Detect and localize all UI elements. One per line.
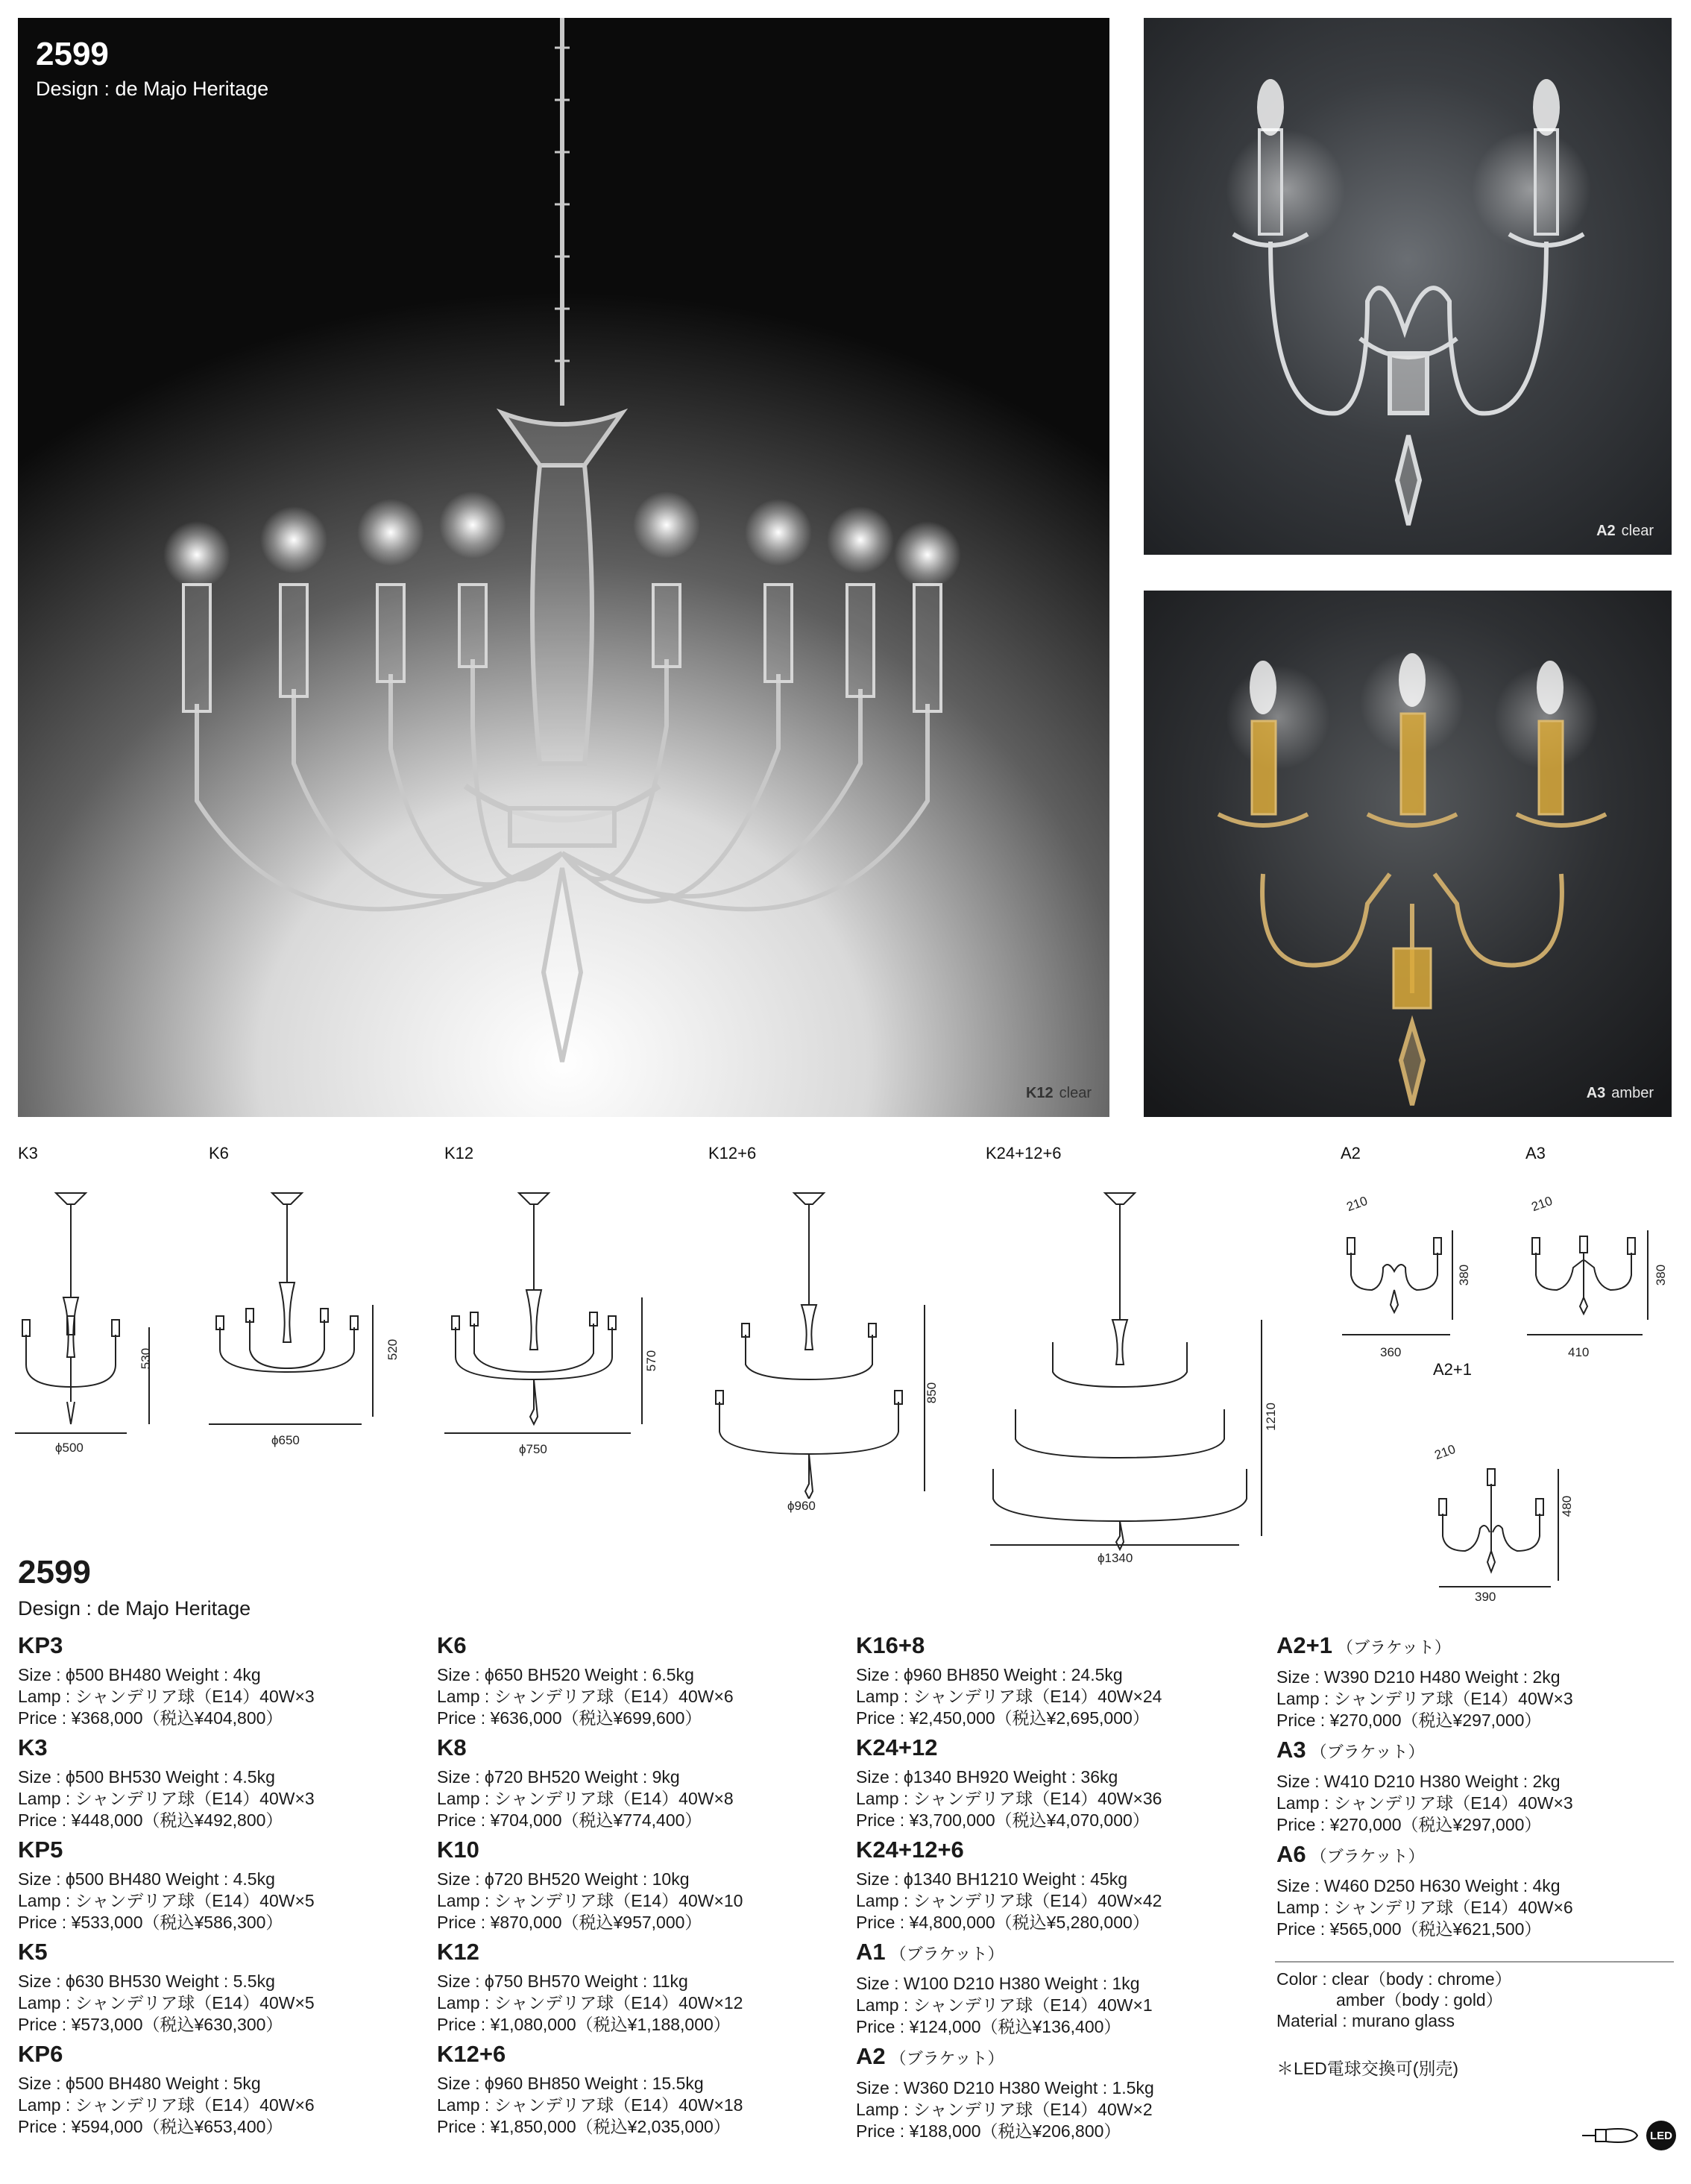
a2-1-width-dim: 390 xyxy=(1475,1590,1496,1604)
spec-size-line: Size : W410 D210 H380 Weight : 2kg xyxy=(1276,1772,1561,1791)
a3-photo-caption xyxy=(1587,1085,1654,1102)
bracket-a3-illustration xyxy=(1144,591,1672,1117)
a3-depth-dim: 210 xyxy=(1529,1193,1555,1215)
spec-column-4 xyxy=(1276,1631,1679,1945)
spec-item xyxy=(856,1734,1259,1831)
spec-item xyxy=(856,1836,1259,1933)
spec-item-heading xyxy=(18,2040,421,2068)
model-name: KP3 xyxy=(18,1632,63,1658)
diagram-label-k12-6: K12+6 xyxy=(708,1144,757,1162)
spec-price-line: Price : ¥3,700,000（税込¥4,070,000） xyxy=(856,1810,1150,1830)
spec-column-2 xyxy=(437,1631,840,2142)
diagram-label-k24-12-6: K24+12+6 xyxy=(986,1144,1062,1162)
spec-lamp-line: Lamp : シャンデリア球（E14）40W×6 xyxy=(18,2095,315,2115)
spec-lamp-line: Lamp : シャンデリア球（E14）40W×6 xyxy=(1276,1898,1573,1917)
k3-line-drawing xyxy=(15,1186,157,1439)
model-name: K8 xyxy=(437,1734,467,1760)
a2-line-drawing xyxy=(1342,1215,1461,1342)
spec-size-line: Size : ϕ500 BH530 Weight : 4.5kg xyxy=(18,1767,275,1787)
model-name: K3 xyxy=(18,1734,48,1760)
a3-height-dim: 380 xyxy=(1654,1264,1669,1286)
k6-line-drawing xyxy=(209,1186,388,1432)
caption-finish: clear xyxy=(1621,523,1654,539)
spec-item-heading xyxy=(437,1631,840,1660)
k12-width-dim: ϕ750 xyxy=(519,1442,547,1456)
spec-item-heading xyxy=(856,1836,1259,1864)
spec-size-line: Size : ϕ750 BH570 Weight : 11kg xyxy=(437,1971,688,1991)
a2-1-depth-dim: 210 xyxy=(1432,1441,1458,1463)
model-type: （ブラケット） xyxy=(889,1945,1004,1963)
spec-price-line: Price : ¥1,080,000（税込¥1,188,000） xyxy=(437,2015,731,2034)
spec-lamp-line: Lamp : シャンデリア球（E14）40W×2 xyxy=(856,2100,1153,2119)
caption-model: A2 xyxy=(1596,523,1616,539)
model-name: A1 xyxy=(856,1939,886,1965)
spec-lamp-line: Lamp : シャンデリア球（E14）40W×3 xyxy=(1276,1793,1573,1813)
k3-height-dim: 530 xyxy=(139,1347,154,1370)
spec-item-heading xyxy=(856,1938,1259,1969)
k12-6-line-drawing xyxy=(708,1186,932,1499)
notes-divider xyxy=(1275,1961,1674,1963)
k24-12-6-line-drawing xyxy=(986,1186,1284,1551)
model-name: K24+12+6 xyxy=(856,1837,964,1863)
a3-width-dim: 410 xyxy=(1568,1345,1590,1359)
spec-price-line: Price : ¥870,000（税込¥957,000） xyxy=(437,1913,702,1932)
model-name: K16+8 xyxy=(856,1632,925,1658)
spec-column-3 xyxy=(856,1631,1259,2147)
main-chandelier-photo xyxy=(18,18,1109,1117)
spec-size-line: Size : ϕ630 BH530 Weight : 5.5kg xyxy=(18,1971,275,1991)
spec-item-heading xyxy=(18,1631,421,1660)
spec-item-heading xyxy=(1276,1736,1679,1766)
diagram-label-k12: K12 xyxy=(444,1144,474,1162)
photo-design-credit: Design : de Majo Heritage xyxy=(36,78,269,100)
diagram-label-a2-1: A2+1 xyxy=(1433,1360,1472,1379)
spec-item xyxy=(18,1631,421,1729)
spec-price-line: Price : ¥4,800,000（税込¥5,280,000） xyxy=(856,1913,1150,1932)
chandelier-k12-illustration xyxy=(18,18,1109,1117)
spec-item-heading xyxy=(437,1734,840,1762)
spec-size-line: Size : ϕ720 BH520 Weight : 9kg xyxy=(437,1767,680,1787)
spec-size-line: Size : ϕ960 BH850 Weight : 15.5kg xyxy=(437,2074,704,2093)
spec-size-line: Size : ϕ960 BH850 Weight : 24.5kg xyxy=(856,1665,1123,1684)
spec-item xyxy=(437,2040,840,2138)
model-name: A6 xyxy=(1276,1841,1306,1867)
spec-item-heading xyxy=(437,1836,840,1864)
a2-depth-dim: 210 xyxy=(1344,1193,1370,1215)
spec-lamp-line: Lamp : シャンデリア球（E14）40W×1 xyxy=(856,1995,1153,2015)
model-name: A3 xyxy=(1276,1737,1306,1763)
k12-line-drawing xyxy=(444,1186,653,1439)
a2-width-dim: 360 xyxy=(1380,1345,1402,1359)
spec-lamp-line: Lamp : シャンデリア球（E14）40W×42 xyxy=(856,1891,1162,1910)
spec-size-line: Size : ϕ500 BH480 Weight : 4.5kg xyxy=(18,1869,275,1889)
model-name: A2+1 xyxy=(1276,1632,1332,1658)
a2-1-line-drawing xyxy=(1432,1454,1581,1603)
a3-bracket-photo xyxy=(1144,591,1672,1117)
a3-line-drawing xyxy=(1527,1215,1657,1342)
model-type: （ブラケット） xyxy=(1336,1638,1451,1657)
spec-lamp-line: Lamp : シャンデリア球（E14）40W×5 xyxy=(18,1993,315,2013)
caption-finish: amber xyxy=(1611,1085,1654,1101)
spec-size-line: Size : ϕ650 BH520 Weight : 6.5kg xyxy=(437,1665,694,1684)
spec-item-heading xyxy=(856,1734,1259,1762)
spec-lamp-line: Lamp : シャンデリア球（E14）40W×8 xyxy=(437,1789,734,1808)
spec-item-heading xyxy=(856,1631,1259,1660)
spec-item xyxy=(1276,1631,1679,1731)
spec-item xyxy=(437,1938,840,2036)
spec-item-heading xyxy=(437,1938,840,1966)
spec-price-line: Price : ¥448,000（税込¥492,800） xyxy=(18,1810,283,1830)
spec-item xyxy=(856,2042,1259,2142)
spec-item-heading xyxy=(18,1836,421,1864)
spec-item xyxy=(856,1938,1259,2038)
spec-size-line: Size : ϕ720 BH520 Weight : 10kg xyxy=(437,1869,690,1889)
model-type: （ブラケット） xyxy=(1310,1743,1425,1761)
spec-item-heading xyxy=(18,1938,421,1966)
spec-item xyxy=(18,1734,421,1831)
spec-item-heading xyxy=(1276,1631,1679,1662)
spec-price-line: Price : ¥704,000（税込¥774,400） xyxy=(437,1810,702,1830)
spec-size-line: Size : W390 D210 H480 Weight : 2kg xyxy=(1276,1667,1561,1687)
spec-lamp-line: Lamp : シャンデリア球（E14）40W×3 xyxy=(1276,1689,1573,1708)
model-name: KP6 xyxy=(18,2041,63,2067)
k12-height-dim: 570 xyxy=(644,1350,659,1372)
model-name: K6 xyxy=(437,1632,467,1658)
spec-price-line: Price : ¥533,000（税込¥586,300） xyxy=(18,1913,283,1932)
diagram-label-a2: A2 xyxy=(1341,1144,1361,1162)
model-name: K5 xyxy=(18,1939,48,1965)
a2-1-height-dim: 480 xyxy=(1560,1495,1575,1517)
spec-size-line: Size : ϕ500 BH480 Weight : 4kg xyxy=(18,1665,261,1684)
spec-price-line: Price : ¥573,000（税込¥630,300） xyxy=(18,2015,283,2034)
spec-lamp-line: Lamp : シャンデリア球（E14）40W×18 xyxy=(437,2095,743,2115)
spec-item xyxy=(437,1836,840,1933)
k24-12-6-height-dim: 1210 xyxy=(1263,1403,1278,1431)
a2-height-dim: 380 xyxy=(1457,1264,1472,1286)
spec-product-code: 2599 xyxy=(18,1554,91,1590)
spec-size-line: Size : W360 D210 H380 Weight : 1.5kg xyxy=(856,2078,1154,2098)
spec-lamp-line: Lamp : シャンデリア球（E14）40W×3 xyxy=(18,1687,315,1706)
spec-item xyxy=(1276,1840,1679,1940)
spec-column-1 xyxy=(18,1631,421,2142)
spec-item xyxy=(18,1938,421,2036)
k12-6-height-dim: 850 xyxy=(925,1382,939,1404)
model-name: K10 xyxy=(437,1837,479,1863)
caption-finish: clear xyxy=(1059,1085,1092,1101)
led-footnote: ＊LED電球交換可(別売) xyxy=(1276,2059,1459,2078)
spec-size-line: Size : ϕ500 BH480 Weight : 5kg xyxy=(18,2074,261,2093)
caption-model: A3 xyxy=(1586,1085,1606,1101)
spec-item xyxy=(437,1734,840,1831)
spec-price-line: Price : ¥565,000（税込¥621,500） xyxy=(1276,1919,1542,1939)
spec-item xyxy=(437,1631,840,1729)
material-notes xyxy=(1276,1969,1512,2031)
spec-lamp-line: Lamp : シャンデリア球（E14）40W×12 xyxy=(437,1993,743,2013)
model-name: K12+6 xyxy=(437,2041,506,2067)
spec-lamp-line: Lamp : シャンデリア球（E14）40W×6 xyxy=(437,1687,734,1706)
spec-price-line: Price : ¥636,000（税込¥699,600） xyxy=(437,1708,702,1728)
spec-size-line: Size : ϕ1340 BH1210 Weight : 45kg xyxy=(856,1869,1128,1889)
model-name: KP5 xyxy=(18,1837,63,1863)
bracket-a2-illustration xyxy=(1144,18,1672,555)
diagram-label-k6: K6 xyxy=(209,1144,229,1162)
model-type: （ブラケット） xyxy=(889,2049,1004,2068)
spec-lamp-line: Lamp : シャンデリア球（E14）40W×10 xyxy=(437,1891,743,1910)
model-name: K12 xyxy=(437,1939,479,1965)
color-line-clear: Color : clear（body : chrome） xyxy=(1276,1969,1512,1989)
k24-12-6-width-dim: ϕ1340 xyxy=(1098,1551,1133,1565)
spec-price-line: Price : ¥188,000（税込¥206,800） xyxy=(856,2121,1121,2141)
bulb-icon xyxy=(1581,2125,1640,2146)
spec-price-line: Price : ¥1,850,000（税込¥2,035,000） xyxy=(437,2117,731,2136)
spec-lamp-line: Lamp : シャンデリア球（E14）40W×3 xyxy=(18,1789,315,1808)
spec-lamp-line: Lamp : シャンデリア球（E14）40W×36 xyxy=(856,1789,1162,1808)
led-badge: LED xyxy=(1646,2121,1676,2150)
model-name: A2 xyxy=(856,2043,886,2069)
k12-6-width-dim: ϕ960 xyxy=(787,1499,816,1513)
spec-price-line: Price : ¥270,000（税込¥297,000） xyxy=(1276,1815,1542,1834)
spec-item-heading xyxy=(1276,1840,1679,1871)
spec-item xyxy=(856,1631,1259,1729)
spec-size-line: Size : ϕ1340 BH920 Weight : 36kg xyxy=(856,1767,1118,1787)
photo-product-code: 2599 xyxy=(36,36,109,72)
spec-price-line: Price : ¥2,450,000（税込¥2,695,000） xyxy=(856,1708,1150,1728)
diagram-label-a3: A3 xyxy=(1525,1144,1546,1162)
spec-item xyxy=(1276,1736,1679,1836)
a2-photo-caption xyxy=(1596,523,1654,540)
spec-item-heading xyxy=(437,2040,840,2068)
spec-lamp-line: Lamp : シャンデリア球（E14）40W×5 xyxy=(18,1891,315,1910)
spec-item xyxy=(18,1836,421,1933)
model-type: （ブラケット） xyxy=(1310,1847,1425,1866)
spec-price-line: Price : ¥124,000（税込¥136,400） xyxy=(856,2017,1121,2036)
spec-price-line: Price : ¥594,000（税込¥653,400） xyxy=(18,2117,283,2136)
model-name: K24+12 xyxy=(856,1734,938,1760)
color-line-amber: amber（body : gold） xyxy=(1336,1990,1503,2010)
k6-height-dim: 520 xyxy=(385,1338,400,1361)
spec-price-line: Price : ¥270,000（税込¥297,000） xyxy=(1276,1711,1542,1730)
material-line: Material : murano glass xyxy=(1276,2011,1455,2030)
k3-width-dim: ϕ500 xyxy=(55,1441,84,1455)
k6-width-dim: ϕ650 xyxy=(271,1433,300,1447)
spec-size-line: Size : W100 D210 H380 Weight : 1kg xyxy=(856,1974,1140,1993)
spec-item-heading xyxy=(18,1734,421,1762)
spec-lamp-line: Lamp : シャンデリア球（E14）40W×24 xyxy=(856,1687,1162,1706)
caption-model: K12 xyxy=(1025,1085,1054,1101)
diagram-label-k3: K3 xyxy=(18,1144,38,1162)
spec-design-credit: Design : de Majo Heritage xyxy=(18,1597,251,1620)
main-photo-caption xyxy=(1026,1085,1092,1102)
a2-bracket-photo xyxy=(1144,18,1672,555)
spec-size-line: Size : W460 D250 H630 Weight : 4kg xyxy=(1276,1876,1561,1895)
spec-price-line: Price : ¥368,000（税込¥404,800） xyxy=(18,1708,283,1728)
spec-item-heading xyxy=(856,2042,1259,2073)
spec-item xyxy=(18,2040,421,2138)
